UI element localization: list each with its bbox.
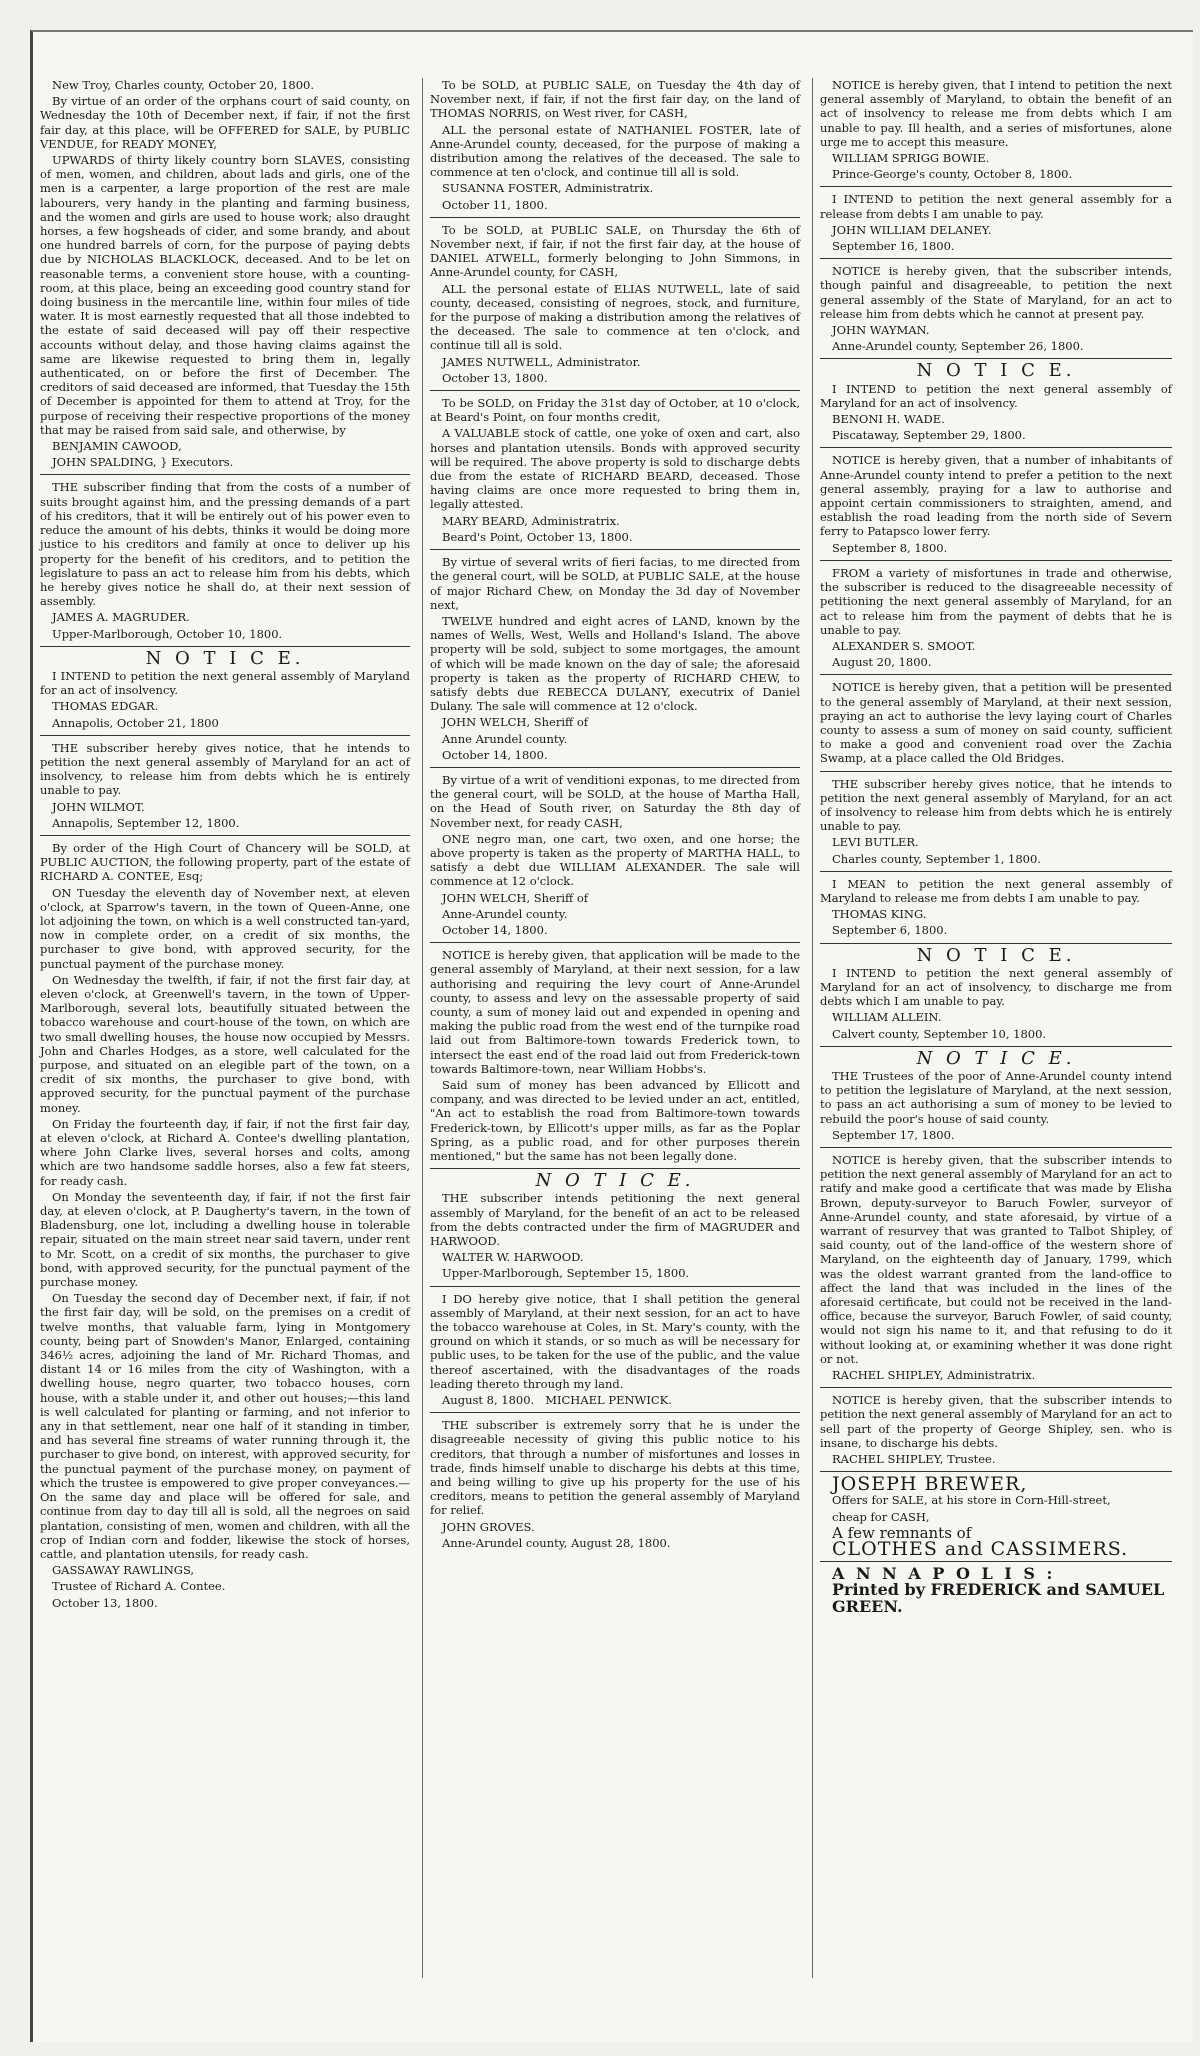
ad-intro: By virtue of a writ of venditioni exponas, to me directed from the general court, will be SOLD, at the house of Martha Hall, on the Head of South river, on Saturday the 8th day of November next, for ready CASH, xyxy=(430,772,800,830)
ad-body: On Friday the fourteenth day, if fair, if not the first fair day, at eleven o'clock, at Richard A. Contee's dwelling plantation, where John Clarke lives, several horses and colts, among which are two handsome saddle horses, also a few fat steers, for ready cash. xyxy=(40,1116,410,1188)
ad-body: THE Trustees of the poor of Anne-Arundel county intend to petition the legislature of Maryland, at the next session, to pass an act authorising a sum of money to be levied to rebuild the poor's house of said county. xyxy=(820,1068,1172,1126)
colophon-printer: GREEN. xyxy=(832,1596,903,1616)
notice-heading: N O T I C E. xyxy=(916,944,1076,966)
divider xyxy=(40,735,410,736)
ad-body: NOTICE is hereby given, that I intend to petition the next general assembly of Maryland, to obtain the benefit of an act of insolvency to release me from debts which I am unable to pay. Ill health, and a series of misfortunes, alone urge me to accept this measure. xyxy=(820,78,1172,149)
ad-body: NOTICE is hereby given, that a number of inhabitants of Anne-Arundel county intend to prefer a petition to the next general assembly, praying for a law to authorise and appoint certain commissioners to straighten, amend, and establish the road leading from the north side of Severn ferry to Patapsco lower ferry. xyxy=(820,453,1172,539)
ad-body: I MEAN to petition the next general assembly of Maryland to release me from debts I am unable to pay. xyxy=(820,876,1172,905)
ad-date: August 8, 1800. MICHAEL PENWICK. xyxy=(442,1393,672,1408)
ad-date: Calvert county, September 10, 1800. xyxy=(832,1026,1047,1041)
divider xyxy=(820,447,1172,448)
ad-body: ON Tuesday the eleventh day of November next, at eleven o'clock, at Sparrow's tavern, in the town of Queen-Anne, one lot adjoining the town, on which is a well constructed tan-yard, now in complete order, on a credit of six months, the purchaser to give bond, with approved security, for the punctual payment of the purchase money. xyxy=(40,885,410,971)
divider xyxy=(430,217,800,218)
divider xyxy=(820,1561,1172,1562)
ad-body: FROM a variety of misfortunes in trade and otherwise, the subscriber is reduced to the disagreeable necessity of petitioning the next general assembly of Maryland, for an act to release him from the payment of debts that he is unable to pay. xyxy=(820,565,1172,637)
colophon-printer: Printed by FREDERICK and SAMUEL xyxy=(832,1580,1165,1600)
dateline: New Troy, Charles county, October 20, 1800. xyxy=(52,78,315,92)
ad-line: CLOTHES and CASSIMERS. xyxy=(832,1538,1129,1561)
ad-body: NOTICE is hereby given, that the subscriber intends to petition the next general assembly of Maryland for an act to sell part of the property of George Shipley, sen. who is insane, to discharge his debts. xyxy=(820,1393,1172,1450)
divider xyxy=(820,674,1172,675)
divider xyxy=(430,1168,800,1169)
signer: JOHN WAYMAN. xyxy=(832,323,930,338)
ad-body: NOTICE is hereby given, that the subscriber intends, though painful and disagreeable, to petition the next general assembly of the State of Maryland, for an act to release him from debts which he cannot at present pay. xyxy=(820,264,1172,321)
divider xyxy=(820,258,1172,259)
ad-date: Charles county, September 1, 1800. xyxy=(832,851,1041,866)
signer: JAMES A. MAGRUDER. xyxy=(52,610,190,625)
column-3 xyxy=(820,78,1172,1616)
ad-body: A VALUABLE stock of cattle, one yoke of oxen and cart, also horses and plantation utensils. Bonds with approved security will be required. The above property is sold to discharge debts due from the estate of RICHARD BEARD, deceased. Those having claims are once more requested to bring them in, legally attested. xyxy=(430,426,800,512)
ad-line: Offers for SALE, at his store in Corn-Hill-street, xyxy=(832,1493,1111,1508)
ad-date: Anne-Arundel county, August 28, 1800. xyxy=(442,1535,671,1550)
ad-body: THE subscriber intends petitioning the next general assembly of Maryland, for the benefit of an act to be released from the debts contracted under the firm of MAGRUDER and HARWOOD. xyxy=(430,1191,800,1249)
ad-date: September 6, 1800. xyxy=(832,923,948,938)
signer: JOHN SPALDING, } Executors. xyxy=(52,455,234,470)
signer: SUSANNA FOSTER, Administratrix. xyxy=(442,181,654,196)
ad-body: THE subscriber hereby gives notice, that he intends to petition the next general assembly of Maryland, for an act of insolvency to release him from debts which he is entirely unable to pay. xyxy=(820,776,1172,834)
ad-body: UPWARDS of thirty likely country born SLAVES, consisting of men, women, and children, about lads and girls, one of the men is a carpenter, a large proportion of the rest are male labourers, very handy in the planting and farming business, and the women and girls are used to house work; also draught horses, a few hogsheads of cider, and some brandy, and about one hundred barrels of corn, for the purpose of paying debts due by NICHOLAS BLACKLOCK, deceased. And to be let on reasonable terms, a convenient store house, with a counting-room, at this place, being an exceeding good country stand for doing business in the mercantile line, within four miles of tide water. It is most earnestly requested that all those indebted to the estate of said deceased will pay off their respective accounts without delay, and those having claims against the same are likewise requested to bring them in, legally authenticated, on or before the first of December. The creditors of said deceased are informed, that Tuesday the 15th of December is appointed for them to attend at Troy, for the purpose of receiving their respective proportions of the money that may be raised from said sale, and otherwise, by xyxy=(40,153,410,437)
column-1 xyxy=(40,78,410,1612)
signer: ALEXANDER S. SMOOT. xyxy=(832,638,976,653)
ad-body: I DO hereby give notice, that I shall petition the general assembly of Maryland, at their next session, for an act to have the tobacco warehouse at Coles, in St. Mary's county, with the ground on which it stands, or so much as will be necessary for public uses, to be taken for the use of the public, and the value thereof ascertained, with the disadvantages of the roads leading thereto through my land. xyxy=(430,1291,800,1391)
signer: JOHN WILMOT. xyxy=(52,799,145,814)
ad-line: cheap for CASH, xyxy=(832,1509,930,1524)
ad-date: Annapolis, September 12, 1800. xyxy=(52,815,240,830)
signer: LEVI BUTLER. xyxy=(832,835,919,850)
ad-body: NOTICE is hereby given, that a petition will be presented to the general assembly of Maryland, at their next session, praying an act to authorise the levy laying court of Charles county to assess a sum of money on said county, sufficient to make a good and convenient road over the Zachia Swamp, at a place called the Old Bridges. xyxy=(820,680,1172,766)
ad-date: October 13, 1800. xyxy=(442,370,548,385)
ad-intro: By virtue of an order of the orphans court of said county, on Wednesday the 10th of December next, if fair, if not the first fair day, at this place, will be OFFERED for SALE, by PUBLIC VENDUE, for READY MONEY, xyxy=(40,94,410,151)
ad-date: Beard's Point, October 13, 1800. xyxy=(442,529,633,544)
ad-intro: By virtue of several writs of fieri facias, to me directed from the general court, will be SOLD, at PUBLIC SALE, at the house of major Richard Chew, on Monday the 3d day of November next, xyxy=(430,555,800,612)
signer: BENONI H. WADE. xyxy=(832,412,945,427)
signer: JOHN WELCH, Sheriff of xyxy=(442,715,589,730)
divider xyxy=(820,871,1172,872)
signer: WALTER W. HARWOOD. xyxy=(442,1250,584,1265)
divider xyxy=(820,771,1172,772)
ad-date: October 11, 1800. xyxy=(442,197,548,212)
signer: RACHEL SHIPLEY, Trustee. xyxy=(832,1452,996,1467)
ad-body: ALL the personal estate of ELIAS NUTWELL, late of said county, deceased, consisting of negroes, stock, and furniture, for the purpose of making a distribution among the relatives of the deceased. The sale to commence at ten o'clock, and continue till all is sold. xyxy=(430,281,800,353)
column-2 xyxy=(430,78,800,1552)
ad-body: I INTEND to petition the next general assembly of Maryland for an act of insolvency. xyxy=(820,381,1172,410)
ad-date: September 17, 1800. xyxy=(832,1127,955,1142)
ad-date: Upper-Marlborough, October 10, 1800. xyxy=(52,626,283,641)
divider xyxy=(820,358,1172,359)
signer: GASSAWAY RAWLINGS, xyxy=(52,1563,195,1578)
divider xyxy=(40,646,410,647)
ad-body: I INTEND to petition the next general assembly of Maryland for an act of insolvency. xyxy=(40,668,410,698)
ad-date: Annapolis, October 21, 1800 xyxy=(52,715,219,730)
divider xyxy=(820,943,1172,944)
ad-date: October 14, 1800. xyxy=(442,747,548,762)
ad-body: THE subscriber finding that from the costs of a number of suits brought against him, and the pressing demands of a part of his creditors, that it will be entirely out of his power even to reduce the amount of his debts, thinks it would be doing more justice to his creditors and family at once to deliver up his property for the benefit of his creditors, and to petition the legislature to pass an act to release him from his debts, which he hereby gives notice he shall do, at their next session of assembly. xyxy=(40,480,410,609)
divider xyxy=(820,560,1172,561)
signer: BENJAMIN CAWOOD, xyxy=(52,439,182,454)
ad-intro: To be SOLD, on Friday the 31st day of October, at 10 o'clock, at Beard's Point, on four months credit, xyxy=(430,396,800,425)
notice-heading: N O T I C E. xyxy=(535,1170,695,1192)
divider xyxy=(430,1286,800,1287)
notice-heading: N O T I C E. xyxy=(145,647,305,669)
signer: JAMES NUTWELL, Administrator. xyxy=(442,354,641,369)
signer: JOHN WILLIAM DELANEY. xyxy=(832,222,992,237)
divider xyxy=(820,1046,1172,1047)
signer: JOHN GROVES. xyxy=(442,1519,535,1534)
signer: MARY BEARD, Administratrix. xyxy=(442,513,620,528)
ad-intro: To be SOLD, at PUBLIC SALE, on Tuesday the 4th day of November next, if fair, if not the first fair day, on the land of THOMAS NORRIS, on West river, for CASH, xyxy=(430,78,800,121)
ad-body: I INTEND to petition the next general assembly of Maryland for an act of insolvency, to discharge me from debts which I am unable to pay. xyxy=(820,965,1172,1009)
advertiser-name: JOSEPH BREWER, xyxy=(832,1473,1028,1496)
ad-body: On Monday the seventeenth day, if fair, if not the first fair day, at eleven o'clock, at P. Daugherty's tavern, in the town of Bladensburg, one lot, including a dwelling house in tolerable repair, situated on the main street near said tavern, under rent to Mr. Scott, on a credit of six months, the purchaser to give bond, with approved security, for the punctual payment of the purchase money. xyxy=(40,1189,410,1290)
ad-body: On Wednesday the twelfth, if fair, if not the first fair day, at eleven o'clock, at Greenwell's tavern, in the town of Upper-Marlborough, several lots, beautifully situated between the tobacco warehouse and court-house of the town, on which are two small dwelling houses, the house now occupied by Messrs. John and Charles Hodges, as a store, well calculated for the purpose, and situated on an elegible part of the town, on a credit of six months, the purchaser to give bond, with approved security, for the punctual payment of the purchase money. xyxy=(40,972,410,1115)
ad-body: THE subscriber hereby gives notice, that he intends to petition the next general assembly of Maryland for an act of insolvency, to release him from debts which he is entirely unable to pay. xyxy=(40,740,410,798)
divider xyxy=(820,1387,1172,1388)
ad-body: THE subscriber is extremely sorry that he is under the disagreeable necessity of giving this public notice to his creditors, that through a number of misfortunes and losses in trade, finds himself unable to discharge his debts at this time, and being willing to give up his property for the use of his creditors, means to petition the general assembly of Maryland for relief. xyxy=(430,1418,800,1518)
divider xyxy=(430,767,800,768)
ad-body: ONE negro man, one cart, two oxen, and one horse; the above property is taken as the property of MARTHA HALL, to satisfy a debt due WILLIAM ALEXANDER. The sale will commence at 12 o'clock. xyxy=(430,831,800,889)
divider xyxy=(820,1147,1172,1148)
ad-intro: By order of the High Court of Chancery will be SOLD, at PUBLIC AUCTION, the following property, part of the estate of RICHARD A. CONTEE, Esq; xyxy=(40,840,410,884)
signer-role: Trustee of Richard A. Contee. xyxy=(52,1579,226,1594)
divider xyxy=(820,1471,1172,1472)
ad-date: August 20, 1800. xyxy=(832,655,932,670)
ad-date: Upper-Marlborough, September 15, 1800. xyxy=(442,1266,690,1281)
notice-heading: N O T I C E. xyxy=(916,1047,1076,1069)
signer-role: Anne Arundel county. xyxy=(442,731,568,746)
signer: WILLIAM ALLEIN. xyxy=(832,1010,942,1025)
ad-body: ALL the personal estate of NATHANIEL FOSTER, late of Anne-Arundel county, deceased, for the purpose of making a distribution among the relatives of the deceased. The sale to commence at ten o'clock, and continue till all is sold. xyxy=(430,122,800,180)
notice-heading: N O T I C E. xyxy=(916,360,1076,382)
ad-date: October 14, 1800. xyxy=(442,922,548,937)
signer: JOHN WELCH, Sheriff of xyxy=(442,890,589,905)
column-divider xyxy=(422,78,423,1978)
ad-body: Said sum of money has been advanced by Ellicott and company, and was directed to be levied under an act, entitled, "An act to establish the road from Baltimore-town towards Frederick-town, by Ellicott's upper mills, as far as the Poplar Spring, as a public road, and for other purposes therein mentioned," but the same has not been legally done. xyxy=(430,1078,800,1164)
ad-body: On Tuesday the second day of December next, if fair, if not the first fair day, will be sold, on the premises on a credit of twelve months, that valuable farm, lying in Montgomery county, being part of Snowden's Manor, Enlarged, containing 346½ acres, adjoining the land of Mr. Richard Thomas, and distant 14 or 16 miles from the city of Washington, with a dwelling house, negro quarter, two tobacco houses, corn house, with a stable under it, and other out houses;—this land is well calculated for planting or farming, and not inferior to any in that settlement, near one half of it standing in timber, and has several fine streams of water running through it, the purchaser to give bond, on interest, with approved security, for the punctual payment of the purchase money, on payment of which the trustee is empowered to give proper conveyances.—On the same day and place will be offered for sale, and continue from day to day till all is sold, all the negroes on said plantation, consisting of men, women and children, with all the crop of Indian corn and fodder, likewise the stock of horses, cattle, and plantation utensils, for ready cash. xyxy=(40,1291,410,1561)
ad-body: I INTEND to petition the next general assembly for a release from debts I am unable to pay. xyxy=(820,192,1172,221)
ad-line: A few remnants of xyxy=(832,1523,972,1542)
ad-date: Piscataway, September 29, 1800. xyxy=(832,428,1026,443)
divider xyxy=(40,835,410,836)
divider xyxy=(430,549,800,550)
colophon-place: A N N A P O L I S : xyxy=(832,1564,1056,1584)
ad-body: TWELVE hundred and eight acres of LAND, known by the names of Wells, West, Wells and Holland's Island. The above property will be sold, subject to some mortgages, the amount of which will be made known on the day of sale; the aforesaid property is taken as the property of RICHARD CHEW, to satisfy debts due REBECCA DULANY, executrix of Daniel Dulany. The sale will commence at 12 o'clock. xyxy=(430,613,800,714)
signer-role: Anne-Arundel county. xyxy=(442,906,568,921)
ad-date: September 8, 1800. xyxy=(832,540,948,555)
signer: THOMAS KING. xyxy=(832,907,927,922)
divider xyxy=(430,942,800,943)
ad-date: Anne-Arundel county, September 26, 1800. xyxy=(832,339,1084,354)
ad-intro: To be SOLD, at PUBLIC SALE, on Thursday the 6th of November next, if fair, if not the first fair day, at the house of DANIEL ATWELL, formerly belonging to John Simmons, in Anne-Arundel county, for CASH, xyxy=(430,222,800,280)
divider xyxy=(430,390,800,391)
divider xyxy=(820,186,1172,187)
column-divider xyxy=(812,78,813,1978)
ad-date: October 13, 1800. xyxy=(52,1595,158,1610)
signer: WILLIAM SPRIGG BOWIE. xyxy=(832,151,990,166)
signer: RACHEL SHIPLEY, Administratrix. xyxy=(832,1368,1036,1383)
signer: THOMAS EDGAR. xyxy=(52,699,159,714)
ad-date: Prince-George's county, October 8, 1800. xyxy=(832,167,1073,182)
divider xyxy=(430,1412,800,1413)
ad-date: September 16, 1800. xyxy=(832,239,955,254)
divider xyxy=(40,474,410,475)
ad-body: NOTICE is hereby given, that application will be made to the general assembly of Maryland, at their next session, for a law authorising and requiring the levy court of Anne-Arundel county, to assess and levy on the assessable property of said county, a sum of money laid out and expended in opening and making the public road from the west end of the turnpike road laid out from Baltimore-town towards Frederick town, to intersect the east end of the road laid out from Frederick-town towards Baltimore-town, near William Hobbs's. xyxy=(430,948,800,1076)
ad-body: NOTICE is hereby given, that the subscriber intends to petition the next general assembly of Maryland for an act to ratify and make good a certificate that was made by Elisha Brown, deputy-surveyor to Baruch Fowler, surveyor of Anne-Arundel county, and state aforesaid, by virtue of a warrant of resurvey that was granted to Talbot Shipley, of said county, out of the land-office of the western shore of Maryland, on the eighteenth day of January, 1799, which was the oldest warrant granted from the land-office to affect the land that was included in the lines of the aforesaid certificate, but could not be received in the land-office, because the surveyor, Baruch Fowler, of said county, would not sign his name to it, and that refusing to do it without looking at, or examining whether it was done right or not. xyxy=(820,1153,1172,1366)
